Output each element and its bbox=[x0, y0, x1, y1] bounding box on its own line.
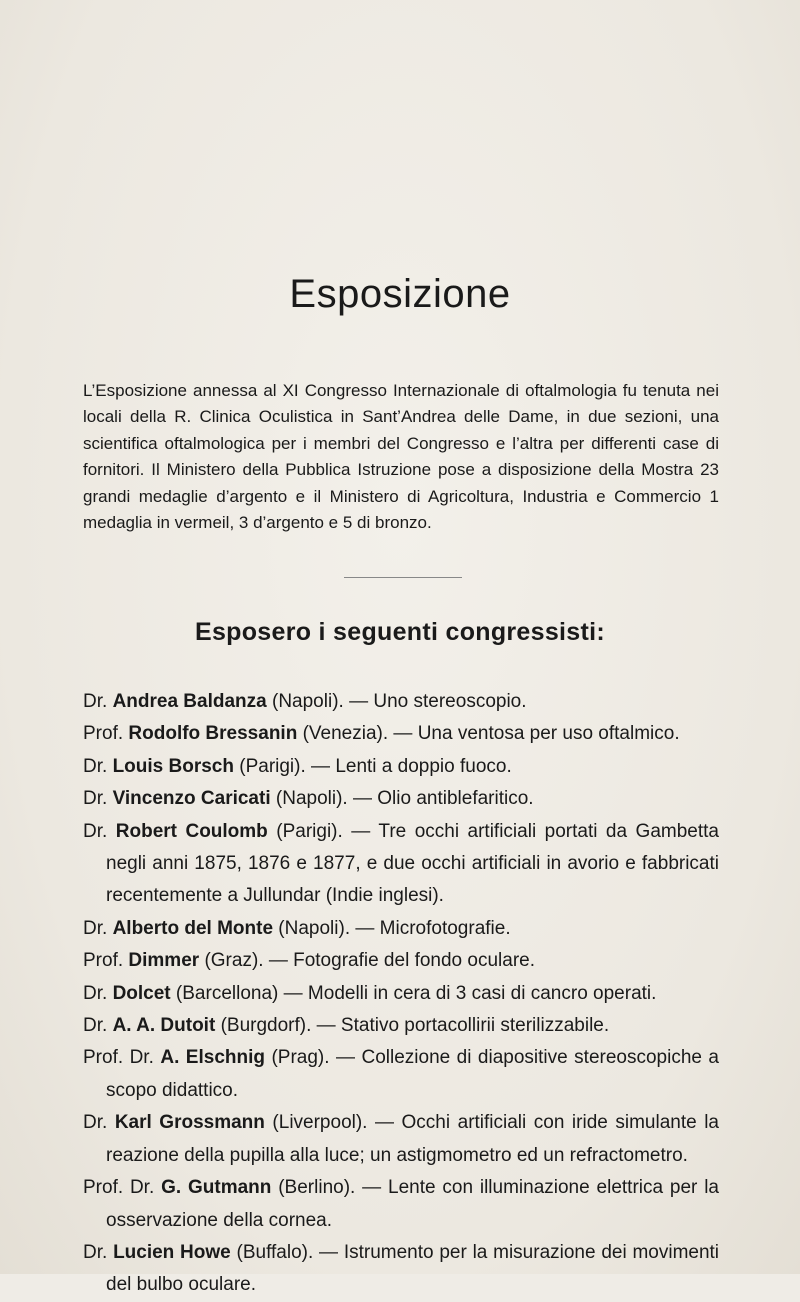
exhibitor-description: — Tre occhi artificiali portati da Gambetta negli anni 1875, 1876 e 1877, e due occhi artificiali in avorio e fabbricati recentemente a Jullundar (Indie inglesi). bbox=[106, 820, 719, 907]
exhibitor-name: Louis Borsch bbox=[112, 755, 234, 777]
exhibitor-entry bbox=[83, 1010, 719, 1042]
exhibitor-place: (Berlino). bbox=[278, 1177, 356, 1199]
intro-paragraph: L’Esposizione annessa al XI Congresso Internazionale di oftalmologia fu tenuta nei locali della R. Clinica Oculistica in Sant’Andrea delle Dame, in due sezioni, una scientifica oftalmologica per i membri del Congresso e l’altra per differenti case di fornitori. Il Ministero della Pubblica Istruzione pose a disposizione della Mostra 23 grandi medaglie d’argento e il Ministero di Agricoltura, Industria e Commercio 1 medaglia in vermeil, 3 d’argento e 5 di bronzo. bbox=[83, 381, 719, 533]
exhibitor-entry bbox=[83, 978, 719, 1010]
divider bbox=[344, 577, 462, 578]
exhibitor-description: — Collezione di diapositive stereoscopiche a scopo didattico. bbox=[106, 1047, 719, 1101]
exhibitor-entry bbox=[83, 751, 719, 783]
exhibitor-title: Prof. bbox=[83, 950, 124, 972]
exhibitor-description: — Modelli in cera di 3 casi di cancro operati. bbox=[283, 982, 657, 1004]
exhibitor-name: Dolcet bbox=[112, 982, 171, 1004]
exhibitor-title: Dr. bbox=[83, 1241, 108, 1263]
exhibitor-place: (Burgdorf). bbox=[220, 1015, 312, 1037]
exhibitor-title: Dr. bbox=[83, 917, 108, 939]
exhibitor-title: Dr. bbox=[83, 755, 108, 777]
exhibitor-name: Robert Coulomb bbox=[115, 820, 268, 842]
exhibitor-title: Prof. Dr. bbox=[83, 1047, 154, 1069]
exhibitor-name: A. A. Dutoit bbox=[112, 1015, 216, 1037]
exhibitor-place: (Napoli). bbox=[278, 917, 351, 939]
exhibitor-description: — Stativo portacollirii sterilizzabile. bbox=[316, 1015, 610, 1037]
exhibitor-place: (Venezia). bbox=[302, 723, 389, 745]
exhibitor-entry bbox=[83, 686, 719, 718]
exhibitor-place: (Parigi). bbox=[276, 820, 343, 842]
exhibitor-entry bbox=[83, 718, 719, 750]
exhibitor-title: Prof. bbox=[83, 723, 124, 745]
exhibitor-entry bbox=[83, 913, 719, 945]
exhibitor-title: Dr. bbox=[83, 788, 108, 810]
exhibitor-place: (Graz). bbox=[204, 950, 264, 972]
exhibitor-entry bbox=[83, 1172, 719, 1237]
exhibitor-description: — Istrumento per la misurazione dei movimenti del bulbo oculare. bbox=[106, 1241, 720, 1296]
exhibitor-name: Alberto del Monte bbox=[112, 917, 274, 939]
exhibitor-name: Vincenzo Caricati bbox=[112, 788, 271, 810]
exhibitor-title: Dr. bbox=[83, 820, 108, 842]
exhibitor-name: Karl Grossmann bbox=[114, 1112, 265, 1134]
exhibitor-entry bbox=[83, 945, 719, 977]
exhibitor-name: Andrea Baldanza bbox=[112, 691, 267, 712]
exhibitor-description: — Fotografie del fondo oculare. bbox=[268, 950, 535, 972]
exhibitor-list bbox=[83, 686, 719, 1302]
page-title: Esposizione bbox=[289, 272, 511, 316]
exhibitor-description: — Lenti a doppio fuoco. bbox=[311, 755, 512, 777]
exhibitor-name: G. Gutmann bbox=[161, 1177, 272, 1199]
exhibitor-place: (Napoli). bbox=[272, 691, 344, 712]
exhibitor-name: Dimmer bbox=[128, 950, 200, 972]
exhibitor-name: A. Elschnig bbox=[160, 1047, 265, 1069]
exhibitor-title: Dr. bbox=[83, 1112, 108, 1134]
exhibitor-description: — Olio antiblefaritico. bbox=[352, 788, 534, 810]
exhibitor-place: (Parigi). bbox=[239, 755, 306, 777]
exhibitor-entry bbox=[83, 816, 719, 913]
exhibitor-title: Dr. bbox=[83, 1015, 108, 1037]
exhibitor-place: (Liverpool). bbox=[272, 1112, 368, 1134]
exhibitor-name: Lucien Howe bbox=[113, 1241, 231, 1263]
exhibitor-title: Prof. Dr. bbox=[83, 1177, 155, 1199]
exhibitor-entry bbox=[83, 1237, 719, 1302]
exhibitor-title: Dr. bbox=[83, 982, 108, 1004]
exhibitor-place: (Prag). bbox=[271, 1047, 330, 1069]
exhibitor-description: — Lente con illuminazione elettrica per la osservazione della cornea. bbox=[106, 1177, 719, 1231]
exhibitor-place: (Barcellona) bbox=[175, 982, 279, 1004]
exhibitor-description: — Microfotografie. bbox=[355, 917, 511, 939]
exhibitor-place: (Napoli). bbox=[275, 788, 348, 810]
section-subtitle: Esposero i seguenti congressisti: bbox=[194, 618, 605, 646]
exhibitor-entry bbox=[83, 783, 719, 815]
exhibitor-place: (Buffalo). bbox=[236, 1241, 314, 1263]
exhibitor-entry bbox=[83, 1107, 719, 1172]
exhibitor-description: — Uno stereoscopio. bbox=[349, 691, 527, 712]
exhibitor-description: — Una ventosa per uso oftalmico. bbox=[393, 723, 680, 745]
exhibitor-name: Rodolfo Bressanin bbox=[128, 723, 298, 745]
exhibitor-entry bbox=[83, 1042, 719, 1107]
exhibitor-title: Dr. bbox=[83, 691, 108, 712]
exhibitor-description: — Occhi artificiali con iride simulante la reazione della pupilla alla luce; un astigmometro ed un refractometro. bbox=[106, 1112, 719, 1166]
